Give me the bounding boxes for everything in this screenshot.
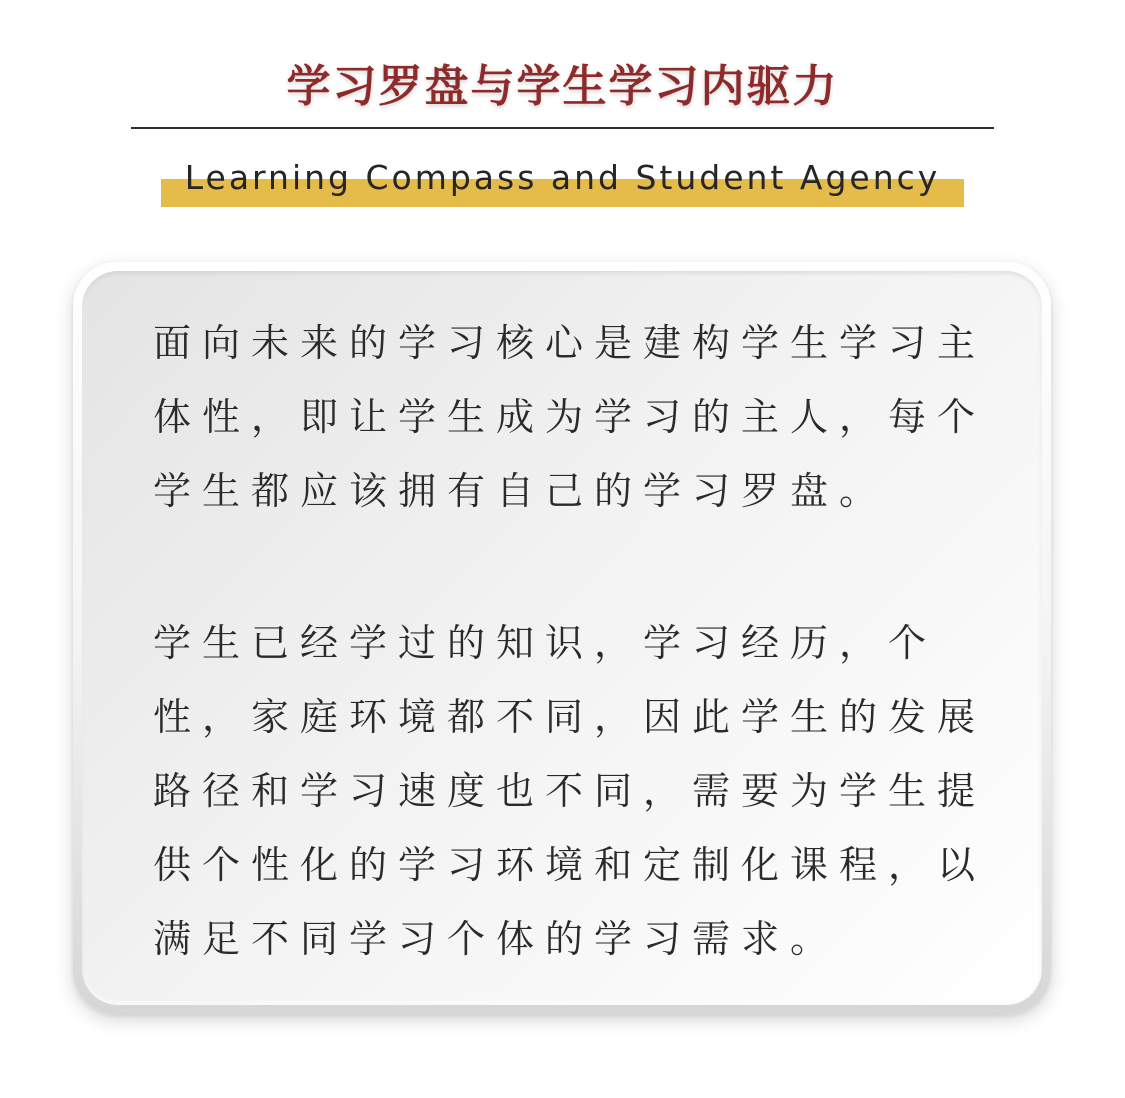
paragraph-2: [153, 606, 989, 976]
page-title: 学习罗盘与学生学习内驱力: [286, 61, 839, 112]
paragraph-1-line-3: 学生都应该拥有自己的学习罗盘。: [153, 469, 889, 513]
paragraph-2-line-4: 供个性化的学习环境和定制化课程，以: [153, 843, 987, 887]
paragraph-2-line-1: 学生已经学过的知识，学习经历，个: [153, 621, 938, 665]
paragraph-2-line-3: 路径和学习速度也不同，需要为学生提: [153, 769, 987, 813]
paragraph-2-line-2: 性，家庭环境都不同，因此学生的发展: [153, 695, 987, 739]
paragraph-1-line-1: 面向未来的学习核心是建构学生学习主: [153, 321, 987, 365]
content-card: [73, 262, 1051, 1014]
title-divider: [131, 127, 994, 129]
page-subtitle: Learning Compass and Student Agency: [184, 158, 941, 197]
paragraph-2-line-5: 满足不同学习个体的学习需求。: [153, 917, 840, 961]
paragraph-1-line-2: 体性，即让学生成为学习的主人，每个: [153, 395, 987, 439]
content-card-inner: [82, 271, 1042, 1005]
paragraph-1: [153, 306, 989, 528]
